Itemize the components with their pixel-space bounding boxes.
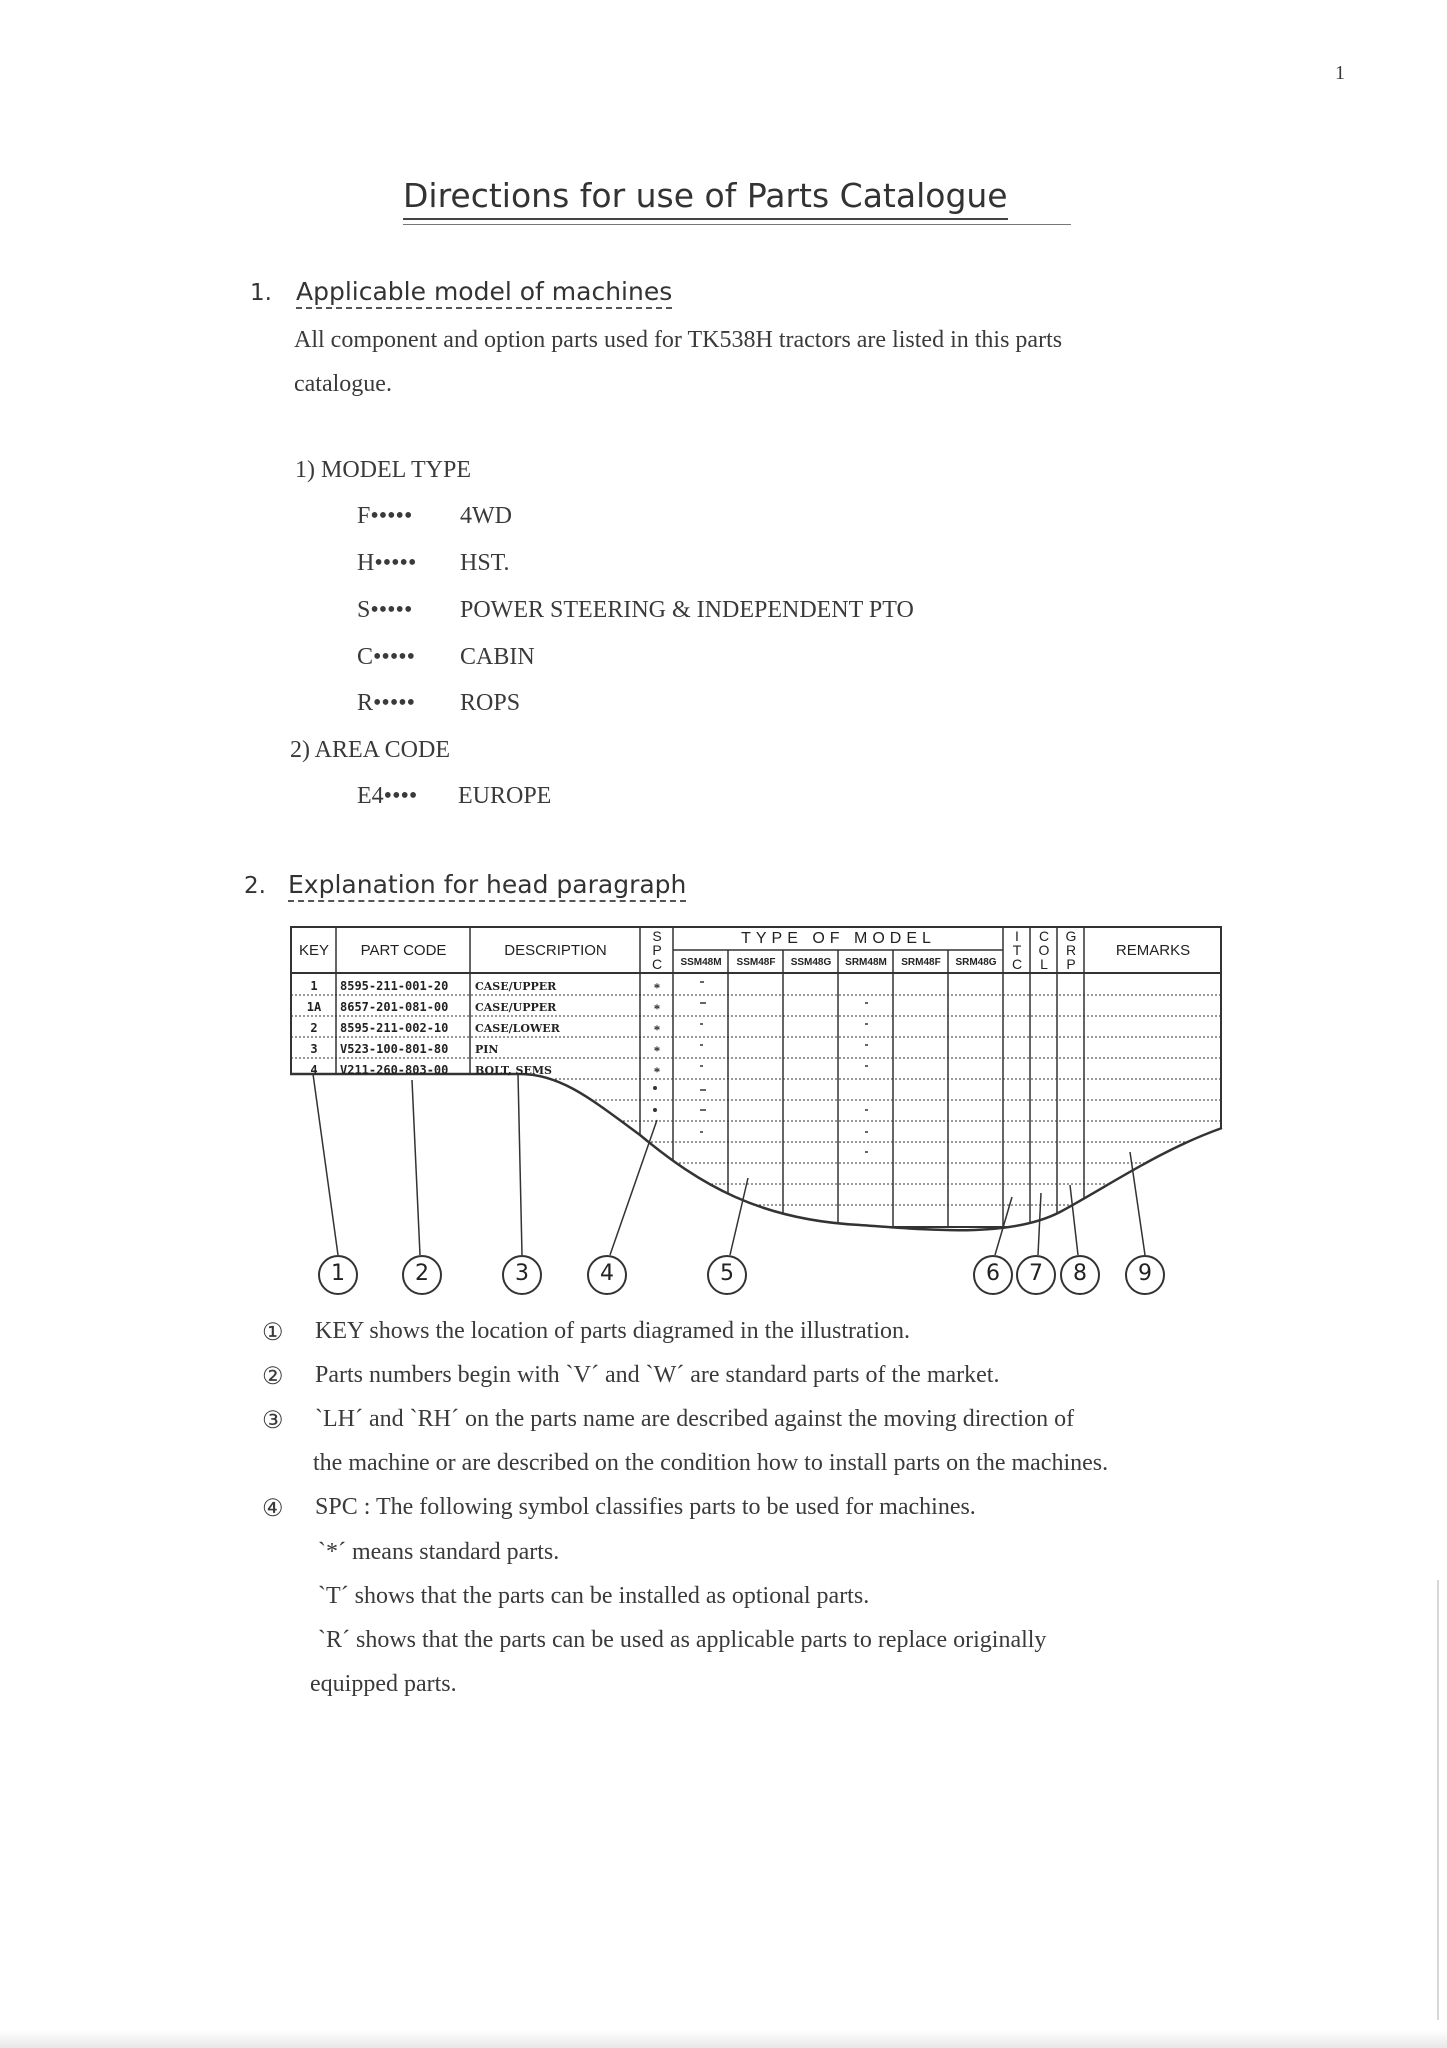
section-1-heading: Applicable model of machines xyxy=(296,277,672,309)
table-row-key: 3 xyxy=(310,1042,318,1056)
table-row-part-code: V523-100-801-80 xyxy=(340,1042,449,1056)
model-code: C••••• xyxy=(357,644,416,670)
callout-number: 8 xyxy=(1073,1261,1087,1286)
note-text: SPC : The following symbol classifies parts to be used for machines. xyxy=(315,1494,976,1520)
itc-letter: C xyxy=(1011,956,1023,972)
table-header-remarks: REMARKS xyxy=(1115,941,1191,959)
note-text: the machine or are described on the condition how to install parts on the machines. xyxy=(313,1450,1109,1476)
section-2-number: 2. xyxy=(244,873,266,899)
spc-letter: C xyxy=(651,956,663,972)
col-letter: C xyxy=(1038,928,1050,944)
table-row-key: 1A xyxy=(306,1000,322,1014)
table-row-spc: * xyxy=(653,1064,661,1079)
table-row-part-code: V211-260-803-00 xyxy=(340,1063,449,1077)
spc-letter: P xyxy=(652,942,662,958)
grp-letter: G xyxy=(1065,928,1077,944)
section-2-heading: Explanation for head paragraph xyxy=(288,870,686,902)
scan-edge-line xyxy=(1437,1580,1439,2020)
note-text: Parts numbers begin with ˋVˊ and ˋWˊ are standard parts of the market. xyxy=(315,1362,1000,1388)
table-row-description: BOLT, SEMS xyxy=(475,1064,553,1077)
model-column-header: SRM48M xyxy=(845,956,887,968)
col-letter: O xyxy=(1038,942,1050,958)
table-row-description: CASE/UPPER xyxy=(475,980,557,993)
spc-symbol-line: equipped parts. xyxy=(310,1671,457,1697)
callout-number: 1 xyxy=(331,1261,345,1286)
model-meaning: CABIN xyxy=(460,644,535,670)
area-meaning: EUROPE xyxy=(458,783,552,809)
area-code: E4•••• xyxy=(357,783,418,809)
table-header-key: KEY xyxy=(298,941,329,959)
spc-symbol-line: ˋTˊ shows that the parts can be installed as optional parts. xyxy=(318,1583,870,1609)
spc-symbol-line: ˋRˊ shows that the parts can be used as applicable parts to replace originally xyxy=(318,1627,1047,1653)
table-row-description: PIN xyxy=(475,1043,499,1056)
spc-letter: S xyxy=(652,928,662,944)
model-column-header: SRM48G xyxy=(955,956,997,968)
model-code: S••••• xyxy=(357,597,413,623)
table-header-description: DESCRIPTION xyxy=(504,941,607,959)
table-row-spc: * xyxy=(653,1001,661,1016)
section-1-body-line-1: All component and option parts used for TK538H tractors are listed in this parts xyxy=(294,327,1063,353)
page-title: Directions for use of Parts Catalogue xyxy=(403,176,1008,220)
table-header-part-code: PART CODE xyxy=(360,941,447,959)
model-column-header: SRM48F xyxy=(901,956,941,968)
callout-number: 3 xyxy=(515,1261,529,1286)
table-row-part-code: 8657-201-081-00 xyxy=(340,1000,449,1014)
callout-number: 7 xyxy=(1029,1261,1043,1286)
area-code-label: 2) AREA CODE xyxy=(290,737,451,763)
scan-bottom-edge xyxy=(0,2030,1447,2048)
callout-number: 5 xyxy=(720,1261,734,1286)
model-code: H••••• xyxy=(357,550,417,576)
table-row-key: 4 xyxy=(310,1063,318,1077)
table-row-spc: * xyxy=(653,1022,661,1037)
table-row-part-code: 8595-211-001-20 xyxy=(340,979,449,993)
grp-letter: P xyxy=(1066,956,1076,972)
table-row-key: 1 xyxy=(310,979,318,993)
table-row-description: CASE/UPPER xyxy=(475,1001,557,1014)
itc-letter: T xyxy=(1012,942,1022,958)
model-column-header: SSM48F xyxy=(736,956,776,968)
callout-number: 9 xyxy=(1138,1261,1152,1286)
model-column-header: SSM48G xyxy=(790,956,832,968)
spc-symbol-line: ˋ*ˊ means standard parts. xyxy=(318,1539,560,1565)
note-mark: ③ xyxy=(262,1408,284,1434)
model-column-header: SSM48M xyxy=(680,956,722,968)
table-header-spc xyxy=(641,929,673,971)
table-row-key: 2 xyxy=(310,1021,318,1035)
table-row-description: CASE/LOWER xyxy=(475,1022,560,1035)
note-mark: ① xyxy=(262,1320,284,1346)
col-letter: L xyxy=(1040,956,1048,972)
note-mark: ② xyxy=(262,1364,284,1390)
page-number: 1 xyxy=(1335,62,1345,84)
table-header-col xyxy=(1031,929,1057,971)
section-1-body-line-2: catalogue. xyxy=(294,371,392,397)
table-row-spc: * xyxy=(653,1043,661,1058)
callout-number: 2 xyxy=(415,1261,429,1286)
model-meaning: POWER STEERING & INDEPENDENT PTO xyxy=(460,597,914,623)
table-header-grp xyxy=(1058,929,1084,971)
model-code: R••••• xyxy=(357,690,416,716)
note-text: ˋLHˊ and ˋRHˊ on the parts name are described against the moving direction of xyxy=(315,1406,1075,1432)
model-code: F••••• xyxy=(357,503,413,529)
table-row-spc: * xyxy=(653,980,661,995)
note-text: KEY shows the location of parts diagramed in the illustration. xyxy=(315,1318,910,1344)
model-meaning: 4WD xyxy=(460,503,512,529)
model-type-label: 1) MODEL TYPE xyxy=(295,457,471,483)
grp-letter: R xyxy=(1065,942,1077,958)
model-meaning: ROPS xyxy=(460,690,521,716)
callout-number: 4 xyxy=(600,1261,614,1286)
table-header-type-of-model: TYPE OF MODEL xyxy=(741,930,936,947)
note-mark: ④ xyxy=(262,1496,284,1522)
table-header-itc xyxy=(1004,929,1030,971)
section-1-number: 1. xyxy=(250,280,272,306)
itc-letter: I xyxy=(1015,928,1019,944)
callout-number: 6 xyxy=(986,1261,1000,1286)
model-meaning: HST. xyxy=(460,550,510,576)
table-row-part-code: 8595-211-002-10 xyxy=(340,1021,449,1035)
